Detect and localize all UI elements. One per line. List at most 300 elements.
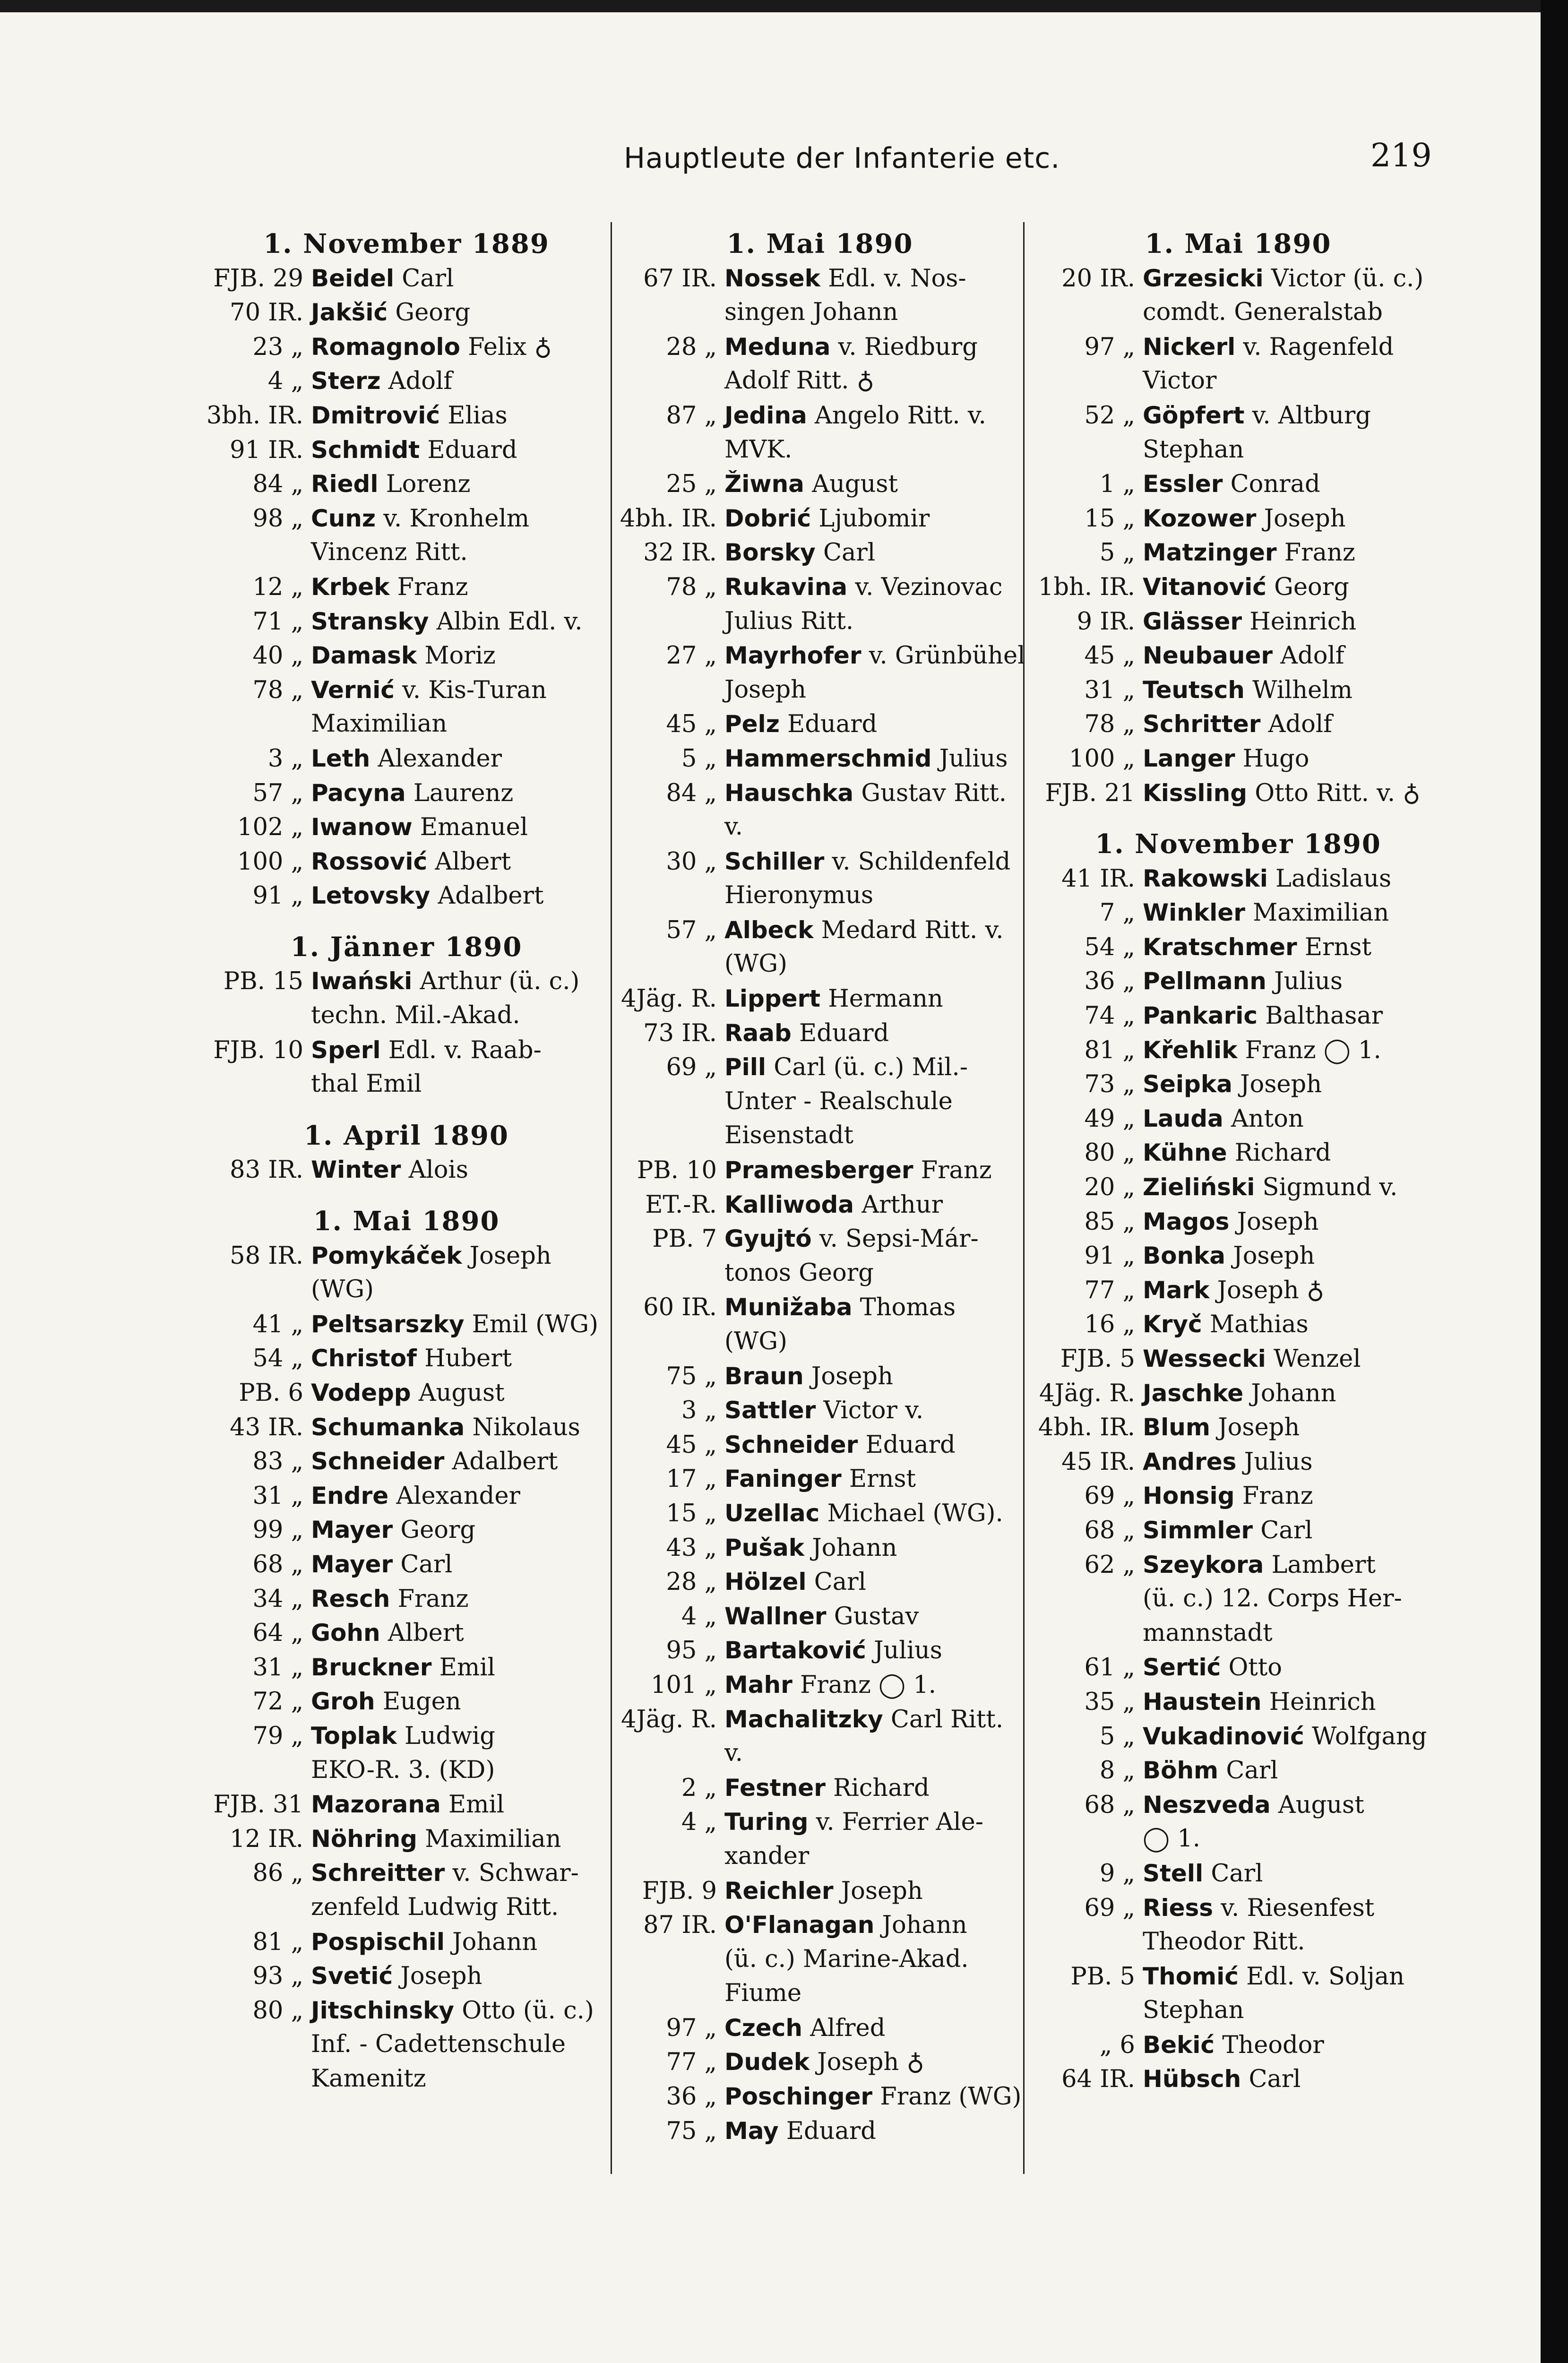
register-entry-continuation <box>1030 1616 1446 1651</box>
register-entry <box>612 1153 1028 1188</box>
officer-name: Festner Richard <box>724 1774 930 1802</box>
officer-name: Hölzel Carl <box>724 1568 866 1596</box>
officer-name: Kalliwoda Arthur <box>724 1190 943 1219</box>
register-entry <box>612 1565 1028 1599</box>
officer-name: Toplak Ludwig <box>311 1722 495 1750</box>
register-entry-continuation <box>198 535 614 570</box>
unit-reference: 43 „ <box>666 1534 717 1562</box>
officer-name: Julius Ritt. <box>724 607 854 635</box>
unit-reference: 64 IR. <box>1061 2065 1135 2094</box>
unit-reference: 9 IR. <box>1077 607 1135 636</box>
register-entry <box>1030 707 1446 742</box>
officer-name: Krbek Franz <box>311 573 468 601</box>
officer-name: Inf. - Cadettenschule <box>311 2030 566 2059</box>
register-entry-continuation <box>1030 364 1446 398</box>
register-entry-continuation <box>612 879 1028 913</box>
register-entry <box>612 2114 1028 2148</box>
register-entry <box>1030 1753 1446 1788</box>
register-entry <box>198 845 614 879</box>
register-entry <box>1030 2028 1446 2062</box>
unit-reference: 1bh. IR. <box>1038 573 1135 601</box>
unit-reference: 49 „ <box>1084 1104 1135 1133</box>
officer-name: Schreitter v. Schwar- <box>311 1859 579 1888</box>
page-number: 219 <box>1370 137 1432 174</box>
unit-reference: 64 „ <box>252 1619 303 1647</box>
unit-reference: 17 „ <box>666 1465 717 1493</box>
unit-reference: 54 „ <box>252 1345 303 1373</box>
officer-name: Pellmann Julius <box>1143 967 1343 996</box>
register-entry <box>612 2079 1028 2114</box>
unit-reference: 20 „ <box>1084 1173 1135 1202</box>
register-entry <box>1030 896 1446 930</box>
officer-name: Bekić Theodor <box>1143 2031 1324 2059</box>
register-entry <box>198 1993 614 2028</box>
unit-reference: 80 „ <box>252 1996 303 2025</box>
officer-name: ◯ 1. <box>1143 1825 1200 1853</box>
officer-name: Blum Joseph <box>1143 1414 1300 1442</box>
register-entry <box>612 398 1028 433</box>
unit-reference: 80 „ <box>1084 1139 1135 1167</box>
register-entry <box>1030 1273 1446 1308</box>
register-entry-continuation <box>612 1085 1028 1119</box>
officer-name: Wessecki Wenzel <box>1143 1345 1361 1373</box>
register-entry <box>612 1702 1028 1737</box>
register-entry <box>1030 535 1446 570</box>
unit-reference: 7 „ <box>1099 899 1135 927</box>
officer-name: Pomykáček Joseph <box>311 1242 551 1270</box>
unit-reference: 75 „ <box>666 1362 717 1390</box>
register-entry <box>612 1222 1028 1256</box>
officer-name: zenfeld Ludwig Ritt. <box>311 1893 559 1921</box>
officer-name: Matzinger Franz <box>1143 539 1355 567</box>
unit-reference: 27 „ <box>666 642 717 670</box>
officer-name: Nossek Edl. v. Nos- <box>724 264 966 293</box>
unit-reference: FJB. 31 <box>213 1791 303 1819</box>
register-entry <box>198 1925 614 1959</box>
officer-name: Bartaković Julius <box>724 1637 942 1665</box>
unit-reference: 72 „ <box>252 1688 303 1716</box>
officer-name: Vincenz Ritt. <box>311 538 468 567</box>
officer-name: (ü. c.) 12. Corps Her- <box>1143 1585 1402 1613</box>
officer-name: Hauschka Gustav Ritt. <box>724 779 1007 807</box>
date-heading: 1. April 1890 <box>304 1120 509 1151</box>
register-entry <box>1030 1102 1446 1136</box>
officer-name: (WG) <box>311 1276 374 1304</box>
unit-reference: 84 „ <box>666 779 717 807</box>
register-entry-continuation <box>612 1256 1028 1291</box>
register-entry-continuation <box>198 1273 614 1307</box>
register-entry <box>1030 1342 1446 1376</box>
register-entry <box>612 1496 1028 1531</box>
unit-reference: 87 „ <box>666 401 717 430</box>
register-entry <box>1030 1376 1446 1411</box>
officer-name: Mark Joseph ♁ <box>1143 1276 1325 1304</box>
register-entry <box>198 638 614 673</box>
register-entry <box>1030 570 1446 604</box>
unit-reference: 4Jäg. R. <box>1039 1379 1135 1407</box>
register-entry <box>1030 742 1446 776</box>
unit-reference: 91 „ <box>1084 1242 1135 1270</box>
unit-reference: 4bh. IR. <box>1038 1414 1135 1442</box>
officer-name: Langer Hugo <box>1143 744 1310 773</box>
register-entry <box>1030 1685 1446 1719</box>
officer-name: Fiume <box>724 1979 802 2008</box>
unit-reference: 3 „ <box>681 1397 717 1425</box>
register-entry <box>612 1428 1028 1462</box>
officer-name: techn. Mil.-Akad. <box>311 1001 520 1030</box>
officer-name: Schneider Adalbert <box>311 1448 558 1476</box>
register-entry <box>198 1307 614 1342</box>
officer-name: thal Emil <box>311 1070 422 1098</box>
officer-name: Letovsky Adalbert <box>311 882 544 910</box>
register-entry <box>198 1787 614 1822</box>
register-entry <box>1030 604 1446 639</box>
unit-reference: 97 „ <box>666 2014 717 2042</box>
unit-reference: 60 IR. <box>643 1294 717 1322</box>
register-entry-continuation <box>612 673 1028 707</box>
officer-name: Seipka Joseph <box>1143 1070 1322 1099</box>
register-entry <box>198 742 614 776</box>
officer-name: Winkler Maximilian <box>1143 899 1389 927</box>
register-entry <box>1030 964 1446 999</box>
officer-name: Victor <box>1143 367 1217 395</box>
officer-name: Teutsch Wilhelm <box>1143 676 1353 704</box>
register-entry-continuation <box>198 1753 614 1788</box>
register-entry <box>1030 1513 1446 1548</box>
unit-reference: 87 IR. <box>643 1911 717 1940</box>
unit-reference: 86 „ <box>252 1859 303 1888</box>
officer-name: Stell Carl <box>1143 1859 1263 1888</box>
officer-name: xander <box>724 1842 810 1870</box>
officer-name: Vernić v. Kis-Turan <box>311 676 547 704</box>
register-entry <box>198 604 614 639</box>
unit-reference: 4 „ <box>681 1602 717 1630</box>
register-entry <box>612 1188 1028 1222</box>
unit-reference: 25 „ <box>666 470 717 499</box>
register-entry <box>1030 673 1446 707</box>
officer-name: Stephan <box>1143 1996 1244 2025</box>
unit-reference: 36 „ <box>1084 967 1135 996</box>
officer-name: O'Flanagan Johann <box>724 1911 967 1940</box>
officer-name: Mazorana Emil <box>311 1791 505 1819</box>
register-entry <box>612 845 1028 879</box>
unit-reference: 68 „ <box>252 1550 303 1578</box>
unit-reference: 85 „ <box>1084 1207 1135 1236</box>
date-heading: 1. November 1890 <box>1095 828 1381 860</box>
officer-name: Poschinger Franz (WG) <box>724 2083 1022 2111</box>
unit-reference: 35 „ <box>1084 1688 1135 1716</box>
unit-reference: 2 „ <box>681 1774 717 1802</box>
officer-name: Faninger Ernst <box>724 1465 916 1493</box>
column-1 <box>198 227 614 2096</box>
register-entry <box>1030 1239 1446 1273</box>
register-entry-continuation <box>612 810 1028 845</box>
officer-name: Beidel Carl <box>311 264 454 293</box>
unit-reference: 4 „ <box>681 1808 717 1837</box>
unit-reference: 4 „ <box>267 367 303 396</box>
officer-name: Rukavina v. Vezinovac <box>724 573 1003 601</box>
officer-name: tonos Georg <box>724 1259 874 1287</box>
officer-name: Mayer Carl <box>311 1550 453 1578</box>
officer-name: Nöhring Maximilian <box>311 1825 561 1853</box>
register-entry <box>198 1582 614 1616</box>
register-entry <box>198 1856 614 1890</box>
officer-name: Pramesberger Franz <box>724 1156 992 1185</box>
register-entry <box>1030 999 1446 1033</box>
unit-reference: FJB. 10 <box>213 1036 303 1064</box>
unit-reference: FJB. 9 <box>642 1877 717 1905</box>
officer-name: Uzellac Michael (WG). <box>724 1499 1003 1527</box>
officer-name: Joseph <box>724 675 806 704</box>
officer-name: Honsig Franz <box>1143 1482 1313 1510</box>
register-entry <box>1030 1788 1446 1822</box>
officer-name: Křehlik Franz ◯ 1. <box>1143 1036 1381 1064</box>
register-entry <box>612 982 1028 1016</box>
register-entry <box>612 501 1028 536</box>
unit-reference: 36 „ <box>666 2083 717 2111</box>
register-entry <box>198 1650 614 1685</box>
date-heading: 1. Mai 1890 <box>313 1206 500 1237</box>
register-entry <box>612 330 1028 364</box>
register-entry <box>612 707 1028 742</box>
unit-reference: PB. 15 <box>223 967 303 996</box>
unit-reference: 73 IR. <box>643 1019 717 1047</box>
officer-name: Gohn Albert <box>311 1619 464 1647</box>
register-entry <box>198 1410 614 1445</box>
unit-reference: 68 „ <box>1084 1791 1135 1819</box>
unit-reference: 5 „ <box>1099 539 1135 567</box>
unit-reference: 20 IR. <box>1061 264 1135 293</box>
officer-name: Grzesicki Victor (ü. c.) <box>1143 264 1424 293</box>
unit-reference: 102 „ <box>237 813 303 842</box>
officer-name: Vodepp August <box>311 1379 505 1407</box>
unit-reference: 77 „ <box>1084 1276 1135 1304</box>
register-entry <box>1030 330 1446 364</box>
unit-reference: 57 „ <box>252 779 303 807</box>
unit-reference: 15 „ <box>666 1499 717 1527</box>
register-entry-continuation <box>198 999 614 1033</box>
officer-name: Stephan <box>1143 435 1244 464</box>
register-entry <box>612 1805 1028 1839</box>
officer-name: Schneider Eduard <box>724 1431 956 1459</box>
officer-name: Schumanka Nikolaus <box>311 1413 580 1441</box>
register-entry-continuation <box>1030 433 1446 467</box>
officer-name: Göpfert v. Altburg <box>1143 401 1371 430</box>
register-entry <box>1030 467 1446 501</box>
register-entry-continuation <box>198 1890 614 1925</box>
register-entry-continuation <box>1030 1822 1446 1856</box>
officer-name: Dobrić Ljubomir <box>724 504 930 533</box>
register-entry <box>198 1959 614 1993</box>
officer-name: MVK. <box>724 435 793 464</box>
officer-name: Pill Carl (ü. c.) Mil.- <box>724 1053 968 1082</box>
unit-reference: 4bh. IR. <box>620 504 717 533</box>
officer-name: Sertić Otto <box>1143 1654 1282 1682</box>
unit-reference: 31 „ <box>252 1653 303 1682</box>
officer-name: Szeykora Lambert <box>1143 1551 1376 1579</box>
unit-reference: 5 „ <box>681 744 717 773</box>
officer-name: Neubauer Adolf <box>1143 642 1344 670</box>
register-entry <box>612 570 1028 604</box>
unit-reference: 45 „ <box>666 1431 717 1459</box>
officer-name: Vukadinović Wolfgang <box>1143 1722 1427 1751</box>
register-entry <box>1030 930 1446 965</box>
officer-name: Wallner Gustav <box>724 1602 919 1630</box>
register-entry <box>198 295 614 330</box>
register-entry <box>198 1376 614 1410</box>
register-entry <box>1030 1959 1446 1994</box>
scan-edge-right <box>1541 0 1568 2363</box>
officer-name: Mahr Franz ◯ 1. <box>724 1671 937 1699</box>
register-entry-continuation <box>1030 1582 1446 1616</box>
register-entry <box>1030 1307 1446 1342</box>
register-entry <box>198 1033 614 1068</box>
register-entry <box>1030 1445 1446 1479</box>
unit-reference: 3 „ <box>267 744 303 773</box>
register-entry <box>198 1719 614 1753</box>
officer-name: Gyujtó v. Sepsi-Már- <box>724 1225 979 1253</box>
register-entry <box>1030 2062 1446 2096</box>
officer-name: Adolf Ritt. ♁ <box>724 367 874 395</box>
unit-reference: 52 „ <box>1084 401 1135 430</box>
officer-name: Thomić Edl. v. Soljan <box>1143 1962 1404 1991</box>
officer-name: Nickerl v. Ragenfeld <box>1143 333 1394 361</box>
officer-name: May Eduard <box>724 2117 876 2145</box>
register-entry <box>1030 1410 1446 1445</box>
register-entry <box>198 1513 614 1547</box>
register-entry <box>198 776 614 811</box>
officer-name: Raab Eduard <box>724 1019 889 1047</box>
officer-name: Böhm Carl <box>1143 1757 1278 1785</box>
register-entry-continuation <box>198 707 614 742</box>
officer-name: Dudek Joseph ♁ <box>724 2048 924 2077</box>
scan-edge-top <box>0 0 1568 12</box>
officer-name: (ü. c.) Marine-Akad. <box>724 1945 969 1973</box>
unit-reference: 16 „ <box>1084 1311 1135 1339</box>
unit-reference: 93 „ <box>252 1962 303 1991</box>
officer-name: Theodor Ritt. <box>1143 1928 1305 1956</box>
register-entry <box>612 1016 1028 1051</box>
register-entry <box>612 2011 1028 2045</box>
unit-reference: 8 „ <box>1099 1757 1135 1785</box>
unit-reference: 28 „ <box>666 1568 717 1596</box>
officer-name: Pospischil Johann <box>311 1928 538 1956</box>
officer-name: comdt. Generalstab <box>1143 298 1383 327</box>
register-entry <box>1030 1548 1446 1582</box>
unit-reference: 84 „ <box>252 470 303 499</box>
unit-reference: 5 „ <box>1099 1722 1135 1751</box>
officer-name: Žiwna August <box>724 470 898 499</box>
officer-name: Bonka Joseph <box>1143 1242 1315 1270</box>
officer-name: Leth Alexander <box>311 744 502 773</box>
officer-name: Endre Alexander <box>311 1482 520 1510</box>
officer-name: Essler Conrad <box>1143 470 1320 499</box>
unit-reference: 98 „ <box>252 504 303 533</box>
unit-reference: 1 „ <box>1099 470 1135 499</box>
officer-name: Groh Eugen <box>311 1688 461 1716</box>
officer-name: Jaschke Johann <box>1143 1379 1336 1407</box>
unit-reference: 45 IR. <box>1061 1448 1135 1476</box>
register-entry <box>612 1462 1028 1496</box>
register-entry <box>198 879 614 913</box>
register-entry <box>198 364 614 398</box>
officer-name: v. <box>724 813 743 841</box>
register-entry <box>612 1393 1028 1428</box>
register-entry-continuation <box>612 1942 1028 1977</box>
officer-name: Bruckner Emil <box>311 1653 495 1682</box>
register-entry <box>1030 261 1446 296</box>
officer-name: Sterz Adolf <box>311 367 453 396</box>
officer-name: Stransky Albin Edl. v. <box>311 607 583 636</box>
officer-name: Unter - Realschule <box>724 1087 953 1115</box>
unit-reference: 83 IR. <box>230 1156 303 1184</box>
register-entry <box>198 501 614 536</box>
unit-reference: 83 „ <box>252 1448 303 1476</box>
register-entry <box>198 1153 614 1187</box>
unit-reference: 31 „ <box>252 1482 303 1510</box>
officer-name: EKO-R. 3. (KD) <box>311 1756 495 1784</box>
column-2 <box>612 227 1028 2148</box>
officer-name: v. <box>724 1739 743 1768</box>
unit-reference: 71 „ <box>252 607 303 636</box>
register-entry <box>612 742 1028 776</box>
register-entry <box>1030 1205 1446 1239</box>
unit-reference: 41 „ <box>252 1310 303 1338</box>
register-entry-continuation <box>612 604 1028 639</box>
unit-reference: 4Jäg. R. <box>621 985 717 1013</box>
officer-name: Christof Hubert <box>311 1345 512 1373</box>
unit-reference: PB. 10 <box>637 1156 717 1185</box>
unit-reference: 23 „ <box>252 333 303 361</box>
unit-reference: 99 „ <box>252 1516 303 1544</box>
officer-name: Peltsarszky Emil (WG) <box>311 1310 599 1338</box>
officer-name: Cunz v. Kronhelm <box>311 504 530 533</box>
officer-name: Kratschmer Ernst <box>1143 933 1372 961</box>
register-entry-continuation <box>612 1976 1028 2011</box>
officer-name: Albeck Medard Ritt. v. <box>724 916 1004 944</box>
register-entry <box>612 1290 1028 1325</box>
unit-reference: 73 „ <box>1084 1070 1135 1099</box>
unit-reference: 70 IR. <box>230 299 303 327</box>
register-entry <box>1030 1136 1446 1170</box>
officer-name: Kozower Joseph <box>1143 504 1346 533</box>
register-entry-continuation <box>612 1736 1028 1771</box>
register-entry <box>612 1359 1028 1394</box>
register-entry <box>198 433 614 467</box>
register-entry-continuation <box>612 433 1028 467</box>
register-entry <box>198 330 614 364</box>
officer-name: Turing v. Ferrier Ale- <box>724 1808 983 1837</box>
register-entry <box>612 638 1028 673</box>
register-entry-continuation <box>1030 1993 1446 2028</box>
unit-reference: 101 „ <box>651 1671 717 1699</box>
officer-name: (WG) <box>724 1328 787 1355</box>
register-entry <box>198 1822 614 1856</box>
officer-name: Pelz Eduard <box>724 710 878 739</box>
unit-reference: 69 „ <box>666 1053 717 1082</box>
unit-reference: 100 „ <box>237 847 303 876</box>
unit-reference: 78 „ <box>666 573 717 601</box>
unit-reference: 41 IR. <box>1061 864 1135 893</box>
officer-name: singen Johann <box>724 298 898 327</box>
officer-name: Maximilian <box>311 710 448 738</box>
register-entry <box>1030 1479 1446 1513</box>
register-entry-continuation <box>612 947 1028 982</box>
unit-reference: 3bh. IR. <box>206 401 303 430</box>
register-entry <box>612 1668 1028 1702</box>
unit-reference: 100 „ <box>1069 744 1135 773</box>
unit-reference: „ 6 <box>1099 2031 1135 2059</box>
